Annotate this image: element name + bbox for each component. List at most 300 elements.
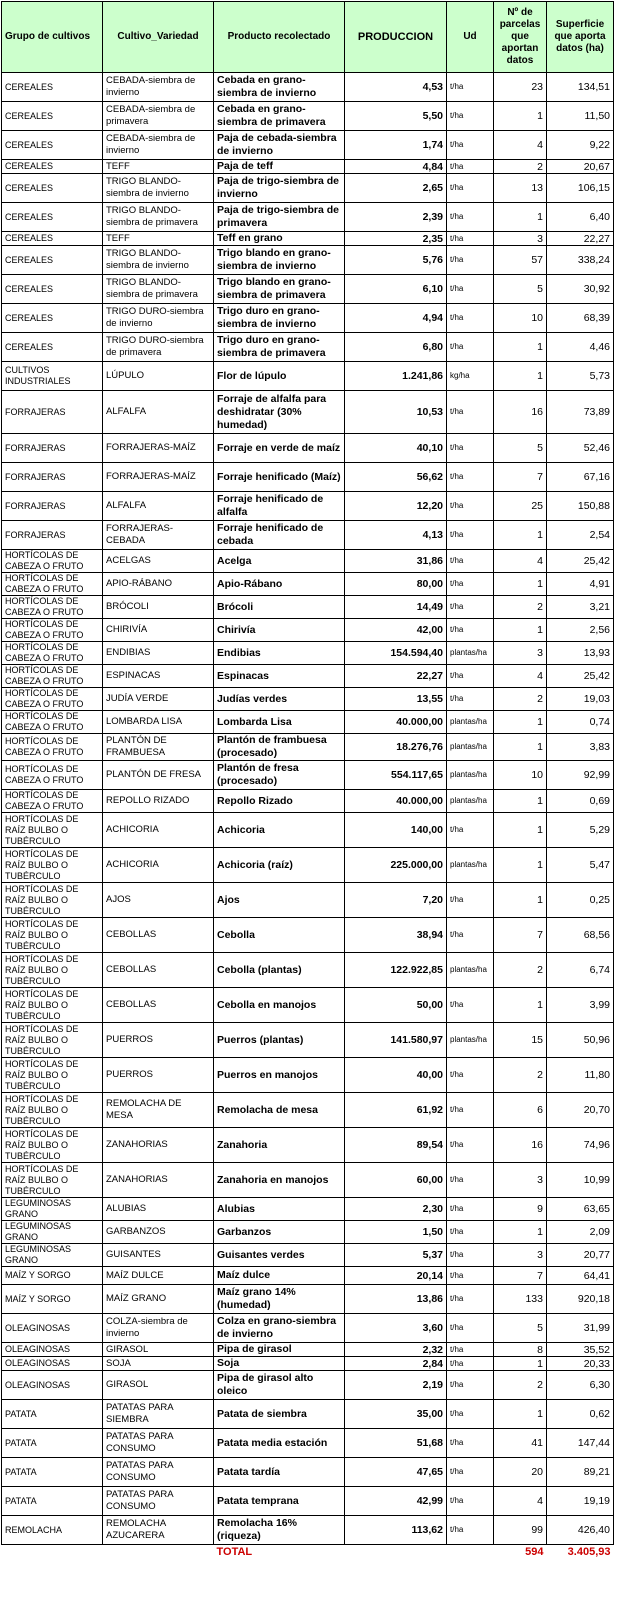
cell-grupo: FORRAJERAS — [2, 521, 103, 550]
cell-parcelas: 5 — [494, 275, 547, 304]
cell-parcelas: 5 — [494, 434, 547, 463]
cell-producto: Maíz dulce — [214, 1267, 345, 1285]
cell-grupo: FORRAJERAS — [2, 391, 103, 434]
table-row — [2, 463, 614, 492]
cell-produccion: 50,00 — [345, 988, 447, 1023]
cell-parcelas: 2 — [494, 160, 547, 174]
cell-producto: Judías verdes — [214, 688, 345, 711]
header-ud: Ud — [447, 2, 494, 73]
cell-superficie: 2,09 — [547, 1221, 614, 1244]
cell-superficie: 50,96 — [547, 1023, 614, 1058]
cell-parcelas: 4 — [494, 665, 547, 688]
cell-produccion: 1,74 — [345, 131, 447, 160]
cell-produccion: 3,60 — [345, 1314, 447, 1343]
cell-ud: t/ha — [447, 918, 494, 953]
cell-produccion: 18.276,76 — [345, 734, 447, 761]
table-row — [2, 953, 614, 988]
cell-ud: plantas/ha — [447, 848, 494, 883]
table-row — [2, 1244, 614, 1267]
cell-cultivo: REMOLACHA DE MESA — [103, 1093, 214, 1128]
cell-parcelas: 99 — [494, 1516, 547, 1545]
cell-grupo: MAÍZ Y SORGO — [2, 1267, 103, 1285]
cell-ud: t/ha — [447, 1343, 494, 1357]
cell-grupo: LEGUMINOSAS GRANO — [2, 1244, 103, 1267]
cell-parcelas: 1 — [494, 813, 547, 848]
total-spacer — [2, 1545, 103, 1560]
cell-produccion: 40.000,00 — [345, 790, 447, 813]
cell-superficie: 2,54 — [547, 521, 614, 550]
cell-produccion: 60,00 — [345, 1163, 447, 1198]
cell-ud: t/ha — [447, 203, 494, 232]
cell-produccion: 47,65 — [345, 1458, 447, 1487]
cell-produccion: 40.000,00 — [345, 711, 447, 734]
cell-cultivo: ACHICORIA — [103, 813, 214, 848]
table-row — [2, 596, 614, 619]
table-row — [2, 246, 614, 275]
cell-ud: t/ha — [447, 1458, 494, 1487]
table-row — [2, 434, 614, 463]
cell-ud: t/ha — [447, 391, 494, 434]
cell-cultivo: GUISANTES — [103, 1244, 214, 1267]
cell-parcelas: 3 — [494, 232, 547, 246]
cell-cultivo: ALFALFA — [103, 391, 214, 434]
cell-cultivo: LÚPULO — [103, 362, 214, 391]
cell-grupo: HORTÍCOLAS DE CABEZA O FRUTO — [2, 596, 103, 619]
cell-superficie: 25,42 — [547, 550, 614, 573]
cell-grupo: HORTÍCOLAS DE RAÍZ BULBO O TUBÉRCULO — [2, 1163, 103, 1198]
table-row — [2, 734, 614, 761]
cell-producto: Repollo Rizado — [214, 790, 345, 813]
cell-producto: Paja de trigo-siembra de primavera — [214, 203, 345, 232]
cell-produccion: 2,30 — [345, 1198, 447, 1221]
cell-superficie: 68,56 — [547, 918, 614, 953]
cell-superficie: 3,99 — [547, 988, 614, 1023]
cell-producto: Cebolla — [214, 918, 345, 953]
cell-produccion: 4,94 — [345, 304, 447, 333]
table-row — [2, 988, 614, 1023]
total-parcelas: 594 — [494, 1545, 547, 1560]
cell-cultivo: APIO-RÁBANO — [103, 573, 214, 596]
cell-ud: t/ha — [447, 813, 494, 848]
cell-superficie: 4,46 — [547, 333, 614, 362]
cell-produccion: 42,99 — [345, 1487, 447, 1516]
cell-grupo: CEREALES — [2, 160, 103, 174]
cell-superficie: 64,41 — [547, 1267, 614, 1285]
cell-producto: Ajos — [214, 883, 345, 918]
cell-superficie: 150,88 — [547, 492, 614, 521]
cell-producto: Forraje en verde de maíz — [214, 434, 345, 463]
cell-producto: Colza en grano-siembra de invierno — [214, 1314, 345, 1343]
cell-grupo: OLEAGINOSAS — [2, 1357, 103, 1371]
table-row — [2, 1163, 614, 1198]
cell-cultivo: TRIGO BLANDO-siembra de primavera — [103, 275, 214, 304]
cell-grupo: HORTÍCOLAS DE CABEZA O FRUTO — [2, 642, 103, 665]
cell-cultivo: CEBOLLAS — [103, 918, 214, 953]
cell-superficie: 6,40 — [547, 203, 614, 232]
cell-produccion: 6,80 — [345, 333, 447, 362]
cell-parcelas: 10 — [494, 761, 547, 790]
cell-producto: Garbanzos — [214, 1221, 345, 1244]
cell-producto: Paja de trigo-siembra de invierno — [214, 174, 345, 203]
cell-producto: Achicoria — [214, 813, 345, 848]
cell-produccion: 1.241,86 — [345, 362, 447, 391]
table-row — [2, 1429, 614, 1458]
cell-producto: Brócoli — [214, 596, 345, 619]
cell-grupo: HORTÍCOLAS DE CABEZA O FRUTO — [2, 688, 103, 711]
cell-producto: Endibias — [214, 642, 345, 665]
cell-parcelas: 2 — [494, 688, 547, 711]
cell-ud: t/ha — [447, 521, 494, 550]
cell-parcelas: 6 — [494, 1093, 547, 1128]
cell-ud: t/ha — [447, 688, 494, 711]
cell-parcelas: 2 — [494, 953, 547, 988]
cell-ud: plantas/ha — [447, 761, 494, 790]
table-row — [2, 1371, 614, 1400]
cell-produccion: 7,20 — [345, 883, 447, 918]
table-row — [2, 203, 614, 232]
cell-grupo: CULTIVOS INDUSTRIALES — [2, 362, 103, 391]
cell-produccion: 10,53 — [345, 391, 447, 434]
cell-superficie: 3,83 — [547, 734, 614, 761]
cell-grupo: HORTÍCOLAS DE RAÍZ BULBO O TUBÉRCULO — [2, 988, 103, 1023]
cell-produccion: 51,68 — [345, 1429, 447, 1458]
cell-parcelas: 7 — [494, 463, 547, 492]
cell-produccion: 113,62 — [345, 1516, 447, 1545]
cell-producto: Apio-Rábano — [214, 573, 345, 596]
cell-superficie: 13,93 — [547, 642, 614, 665]
cell-ud: t/ha — [447, 160, 494, 174]
cell-producto: Plantón de fresa (procesado) — [214, 761, 345, 790]
table-row — [2, 102, 614, 131]
cell-producto: Patata de siembra — [214, 1400, 345, 1429]
cell-produccion: 122.922,85 — [345, 953, 447, 988]
header-produccion: PRODUCCION — [345, 2, 447, 73]
cell-superficie: 73,89 — [547, 391, 614, 434]
cell-grupo: OLEAGINOSAS — [2, 1314, 103, 1343]
cell-grupo: HORTÍCOLAS DE RAÍZ BULBO O TUBÉRCULO — [2, 813, 103, 848]
cell-parcelas: 1 — [494, 619, 547, 642]
cell-produccion: 1,50 — [345, 1221, 447, 1244]
cell-cultivo: FORRAJERAS-MAÍZ — [103, 434, 214, 463]
cell-ud: t/ha — [447, 275, 494, 304]
cell-cultivo: ACHICORIA — [103, 848, 214, 883]
cell-produccion: 2,39 — [345, 203, 447, 232]
total-spacer — [345, 1545, 447, 1560]
table-row — [2, 1314, 614, 1343]
cell-ud: t/ha — [447, 619, 494, 642]
cell-produccion: 35,00 — [345, 1400, 447, 1429]
cell-superficie: 2,56 — [547, 619, 614, 642]
table-row — [2, 1267, 614, 1285]
cell-ud: t/ha — [447, 232, 494, 246]
cell-ud: plantas/ha — [447, 642, 494, 665]
cell-superficie: 11,80 — [547, 1058, 614, 1093]
total-row — [2, 1545, 614, 1560]
cell-produccion: 12,20 — [345, 492, 447, 521]
total-superficie: 3.405,93 — [547, 1545, 614, 1560]
cell-produccion: 2,84 — [345, 1357, 447, 1371]
cell-produccion: 40,10 — [345, 434, 447, 463]
cell-parcelas: 1 — [494, 333, 547, 362]
table-row — [2, 131, 614, 160]
cell-cultivo: PATATAS PARA SIEMBRA — [103, 1400, 214, 1429]
cell-superficie: 920,18 — [547, 1285, 614, 1314]
cell-cultivo: SOJA — [103, 1357, 214, 1371]
cell-cultivo: CEBADA-siembra de primavera — [103, 102, 214, 131]
cell-superficie: 3,21 — [547, 596, 614, 619]
cell-grupo: HORTÍCOLAS DE RAÍZ BULBO O TUBÉRCULO — [2, 953, 103, 988]
table-row — [2, 1198, 614, 1221]
cell-parcelas: 1 — [494, 102, 547, 131]
cell-superficie: 6,74 — [547, 953, 614, 988]
cell-grupo: HORTÍCOLAS DE CABEZA O FRUTO — [2, 665, 103, 688]
cell-producto: Paja de teff — [214, 160, 345, 174]
cell-ud: kg/ha — [447, 362, 494, 391]
cell-superficie: 19,19 — [547, 1487, 614, 1516]
cell-parcelas: 3 — [494, 642, 547, 665]
table-row — [2, 333, 614, 362]
cell-parcelas: 1 — [494, 883, 547, 918]
cell-produccion: 80,00 — [345, 573, 447, 596]
cell-parcelas: 1 — [494, 362, 547, 391]
cell-parcelas: 15 — [494, 1023, 547, 1058]
cell-producto: Remolacha 16% (riqueza) — [214, 1516, 345, 1545]
header-producto: Producto recolectado — [214, 2, 345, 73]
table-row — [2, 362, 614, 391]
cell-superficie: 63,65 — [547, 1198, 614, 1221]
cell-grupo: LEGUMINOSAS GRANO — [2, 1221, 103, 1244]
cell-producto: Pipa de girasol alto oleico — [214, 1371, 345, 1400]
cell-ud: t/ha — [447, 1128, 494, 1163]
cell-parcelas: 1 — [494, 711, 547, 734]
cell-grupo: FORRAJERAS — [2, 463, 103, 492]
table-row — [2, 918, 614, 953]
cell-produccion: 4,84 — [345, 160, 447, 174]
cell-grupo: HORTÍCOLAS DE CABEZA O FRUTO — [2, 619, 103, 642]
cell-ud: t/ha — [447, 102, 494, 131]
cell-cultivo: CEBADA-siembra de invierno — [103, 131, 214, 160]
cell-producto: Zanahoria — [214, 1128, 345, 1163]
cell-ud: t/ha — [447, 596, 494, 619]
cell-superficie: 0,25 — [547, 883, 614, 918]
cell-produccion: 22,27 — [345, 665, 447, 688]
cell-producto: Pipa de girasol — [214, 1343, 345, 1357]
total-spacer — [447, 1545, 494, 1560]
cell-superficie: 35,52 — [547, 1343, 614, 1357]
cell-produccion: 56,62 — [345, 463, 447, 492]
cell-cultivo: GIRASOL — [103, 1371, 214, 1400]
table-row — [2, 521, 614, 550]
cell-superficie: 5,47 — [547, 848, 614, 883]
cell-produccion: 154.594,40 — [345, 642, 447, 665]
cell-superficie: 30,92 — [547, 275, 614, 304]
cell-grupo: CEREALES — [2, 304, 103, 333]
cell-parcelas: 3 — [494, 1163, 547, 1198]
cell-producto: Flor de lúpulo — [214, 362, 345, 391]
cell-producto: Plantón de frambuesa (procesado) — [214, 734, 345, 761]
table-row — [2, 1516, 614, 1545]
cell-cultivo: CEBOLLAS — [103, 953, 214, 988]
cell-superficie: 338,24 — [547, 246, 614, 275]
table-row — [2, 160, 614, 174]
cell-superficie: 19,03 — [547, 688, 614, 711]
cell-parcelas: 1 — [494, 734, 547, 761]
cell-producto: Lombarda Lisa — [214, 711, 345, 734]
cell-superficie: 0,74 — [547, 711, 614, 734]
cell-parcelas: 57 — [494, 246, 547, 275]
cell-superficie: 22,27 — [547, 232, 614, 246]
cell-superficie: 31,99 — [547, 1314, 614, 1343]
cell-grupo: HORTÍCOLAS DE RAÍZ BULBO O TUBÉRCULO — [2, 883, 103, 918]
cell-ud: plantas/ha — [447, 1023, 494, 1058]
cell-parcelas: 13 — [494, 174, 547, 203]
table-body — [2, 73, 614, 1545]
cell-produccion: 14,49 — [345, 596, 447, 619]
cell-parcelas: 1 — [494, 848, 547, 883]
cell-parcelas: 2 — [494, 1371, 547, 1400]
cell-ud: plantas/ha — [447, 790, 494, 813]
cell-producto: Soja — [214, 1357, 345, 1371]
cell-produccion: 554.117,65 — [345, 761, 447, 790]
cell-grupo: HORTÍCOLAS DE RAÍZ BULBO O TUBÉRCULO — [2, 848, 103, 883]
cell-ud: t/ha — [447, 434, 494, 463]
cell-parcelas: 2 — [494, 596, 547, 619]
cell-superficie: 426,40 — [547, 1516, 614, 1545]
table-row — [2, 232, 614, 246]
cell-parcelas: 8 — [494, 1343, 547, 1357]
cell-grupo: FORRAJERAS — [2, 434, 103, 463]
cell-produccion: 4,53 — [345, 73, 447, 102]
table-row — [2, 174, 614, 203]
cell-cultivo: COLZA-siembra de invierno — [103, 1314, 214, 1343]
cell-cultivo: PUERROS — [103, 1058, 214, 1093]
cell-ud: t/ha — [447, 550, 494, 573]
cell-parcelas: 1 — [494, 203, 547, 232]
cell-grupo: CEREALES — [2, 333, 103, 362]
table-row — [2, 1023, 614, 1058]
cell-ud: t/ha — [447, 1221, 494, 1244]
cell-produccion: 13,86 — [345, 1285, 447, 1314]
header-parcelas: Nº de parcelas que aportan datos — [494, 2, 547, 73]
cell-produccion: 5,76 — [345, 246, 447, 275]
cell-parcelas: 1 — [494, 573, 547, 596]
total-spacer — [103, 1545, 214, 1560]
cell-cultivo: JUDÍA VERDE — [103, 688, 214, 711]
table-row — [2, 1058, 614, 1093]
cell-cultivo: ESPINACAS — [103, 665, 214, 688]
cell-producto: Forraje de alfalfa para deshidratar (30% humedad) — [214, 391, 345, 434]
cell-grupo: CEREALES — [2, 275, 103, 304]
cell-ud: t/ha — [447, 73, 494, 102]
cell-cultivo: FORRAJERAS-CEBADA — [103, 521, 214, 550]
cell-cultivo: ENDIBIAS — [103, 642, 214, 665]
cell-cultivo: ZANAHORIAS — [103, 1128, 214, 1163]
cell-produccion: 2,35 — [345, 232, 447, 246]
cell-producto: Remolacha de mesa — [214, 1093, 345, 1128]
cell-cultivo: MAÍZ GRANO — [103, 1285, 214, 1314]
cell-parcelas: 5 — [494, 1314, 547, 1343]
cell-produccion: 61,92 — [345, 1093, 447, 1128]
cell-superficie: 9,22 — [547, 131, 614, 160]
cell-producto: Chirivía — [214, 619, 345, 642]
cell-cultivo: CEBADA-siembra de invierno — [103, 73, 214, 102]
cell-producto: Maíz grano 14% (humedad) — [214, 1285, 345, 1314]
cell-superficie: 68,39 — [547, 304, 614, 333]
cell-ud: t/ha — [447, 1400, 494, 1429]
table-row — [2, 883, 614, 918]
table-row — [2, 813, 614, 848]
cell-ud: t/ha — [447, 1371, 494, 1400]
cell-parcelas: 133 — [494, 1285, 547, 1314]
table-row — [2, 848, 614, 883]
table-row — [2, 790, 614, 813]
cell-grupo: CEREALES — [2, 232, 103, 246]
cell-producto: Forraje henificado de cebada — [214, 521, 345, 550]
cell-grupo: PATATA — [2, 1458, 103, 1487]
cell-ud: t/ha — [447, 246, 494, 275]
cell-cultivo: FORRAJERAS-MAÍZ — [103, 463, 214, 492]
cell-cultivo: GIRASOL — [103, 1343, 214, 1357]
cell-cultivo: MAÍZ DULCE — [103, 1267, 214, 1285]
header-row — [2, 2, 614, 73]
cell-superficie: 20,67 — [547, 160, 614, 174]
cell-producto: Cebada en grano-siembra de invierno — [214, 73, 345, 102]
cell-superficie: 20,33 — [547, 1357, 614, 1371]
table-row — [2, 688, 614, 711]
cell-ud: t/ha — [447, 988, 494, 1023]
table-row — [2, 73, 614, 102]
cell-grupo: HORTÍCOLAS DE RAÍZ BULBO O TUBÉRCULO — [2, 1058, 103, 1093]
cell-superficie: 89,21 — [547, 1458, 614, 1487]
cell-produccion: 2,32 — [345, 1343, 447, 1357]
table-row — [2, 1285, 614, 1314]
cell-parcelas: 2 — [494, 1058, 547, 1093]
cell-produccion: 38,94 — [345, 918, 447, 953]
cell-ud: t/ha — [447, 1487, 494, 1516]
cell-ud: t/ha — [447, 304, 494, 333]
cell-parcelas: 7 — [494, 1267, 547, 1285]
table-row — [2, 1343, 614, 1357]
cell-superficie: 147,44 — [547, 1429, 614, 1458]
cell-cultivo: GARBANZOS — [103, 1221, 214, 1244]
cell-parcelas: 3 — [494, 1244, 547, 1267]
cell-producto: Forraje henificado de alfalfa — [214, 492, 345, 521]
cell-cultivo: PATATAS PARA CONSUMO — [103, 1458, 214, 1487]
cell-superficie: 74,96 — [547, 1128, 614, 1163]
cell-grupo: HORTÍCOLAS DE CABEZA O FRUTO — [2, 734, 103, 761]
cell-superficie: 5,29 — [547, 813, 614, 848]
header-grupo: Grupo de cultivos — [2, 2, 103, 73]
cell-produccion: 5,37 — [345, 1244, 447, 1267]
total-label: TOTAL — [214, 1545, 345, 1560]
cell-produccion: 140,00 — [345, 813, 447, 848]
table-row — [2, 550, 614, 573]
cell-producto: Achicoria (raíz) — [214, 848, 345, 883]
cell-parcelas: 25 — [494, 492, 547, 521]
table-row — [2, 1458, 614, 1487]
table-row — [2, 1093, 614, 1128]
cell-cultivo: TRIGO DURO-siembra de invierno — [103, 304, 214, 333]
cell-superficie: 67,16 — [547, 463, 614, 492]
cell-cultivo: TRIGO BLANDO-siembra de invierno — [103, 246, 214, 275]
cell-produccion: 40,00 — [345, 1058, 447, 1093]
cell-cultivo: TEFF — [103, 232, 214, 246]
table-row — [2, 391, 614, 434]
table-row — [2, 1487, 614, 1516]
cell-grupo: PATATA — [2, 1400, 103, 1429]
cell-ud: plantas/ha — [447, 734, 494, 761]
table-row — [2, 1128, 614, 1163]
